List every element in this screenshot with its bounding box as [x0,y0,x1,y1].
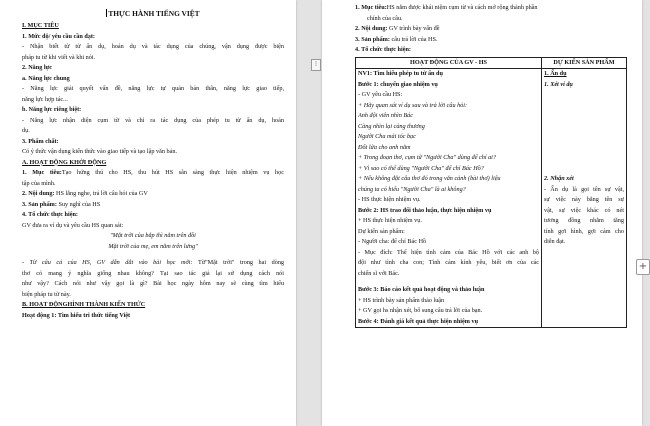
text-line: Bước 4: Đánh giá kết quả thực hiện nhiệm vụ [358,317,479,325]
text-line: Dự kiến sản phẩm: [358,227,405,235]
text-line: + Nếu không đặt câu thơ đó trong văn cảnh (bài thơ) liệu [358,175,501,182]
text-line: 3. Sản phẩm: câu trả lời của HS. [355,35,438,43]
text-line: Càng nhìn lại càng thương [358,122,425,130]
text-line: Đốt lửa cho anh nằm [358,143,411,151]
text-line: + Hãy quan sát ví dụ sau và trả lời câu hỏi: [358,101,468,109]
text-line: + HS thực hiện nhiệm vụ. [358,217,422,224]
text-line: - HS thực hiện nhiệm vụ. [358,196,421,203]
left-page-content [22,0,284,321]
text-line: - Năng lực giải quyết vấn đề, năng lực tự quản bản thân, năng lực giao tiếp, [22,85,284,92]
text-line: pháp tu từ khi viết và khi nói. [22,53,96,61]
text-line: 2. Nhận xét [544,175,574,182]
text-line: 2. Năng lực [22,64,53,71]
text-line: 3. Sản phẩm: Suy nghĩ của HS [22,200,101,208]
text-line [544,90,624,101]
text-line: sự việc này bằng tên sự [544,196,624,203]
activity-cell[interactable] [356,69,542,328]
text-line: 1. Mục tiêu:HS nắm được khái niệm cụm từ và cách mở rộng thành phần [355,4,538,11]
text-line: 2. Nội dung: HS lắng nghe, trả lời câu hỏi của GV [22,190,148,197]
text-line [544,101,624,112]
text-line: chiến sĩ với Bác. [358,269,400,277]
text-line: - Năng lực nhận diện cụm từ và chỉ ra tác dụng của phép tu từ ẩn dụ, hoán [22,116,284,124]
text-line [544,164,624,175]
text-line: Có ý thức vận dụng kiến thức vào giao tiếp và tạo lập văn bản. [22,148,177,155]
text-line [544,153,624,164]
text-line: năng lực hợp tác... [22,95,68,103]
text-line: 2. Nội dung: GV trình bày vấn đề [355,25,440,32]
text-line: biện pháp tu từ này. [22,290,71,298]
text-line: a. Năng lực chung [22,74,70,82]
activity-table [355,57,627,329]
text-line: diễn đạt. [544,238,566,245]
text-line: chính của câu. [367,14,403,22]
text-line: A. HOẠT ĐỘNG KHỞI ĐỘNG [22,158,107,166]
text-line: tính gợi hình, gợi cảm cho [544,227,624,235]
text-line: "Mặt trời của bắp thì nằm trên đồi [110,232,196,239]
text-line: Người Cha mái tóc bạc [358,133,416,140]
text-line: Bước 2: HS trao đổi thảo luận, thực hiện nhiệm vụ [358,206,492,214]
table-row [356,69,627,328]
product-cell[interactable] [542,69,627,328]
text-line: Bước 3: Báo cáo kết quả hoạt động và thảo luận [358,286,485,293]
text-line: - Từ câu cả của HS, GV dẫn dắt vào bài học mới: Từ"Mặt trời" trong hai dòng [22,259,284,266]
table-move-handle[interactable]: ⁞ [311,59,321,71]
text-line: b. Năng lực riêng biệt: [22,106,82,113]
text-line [544,143,624,154]
text-line [544,122,624,133]
text-line: - Ẩn dụ là gọi tên sự vật, [544,185,624,193]
text-line: + Vì sao có thể dùng "Người Cha" để chỉ Bác Hồ? [358,164,484,172]
text-line: B. HOẠT ĐỘNGHÌNH THÀNH KIẾN THỨC [22,301,146,308]
text-line: NV1: Tìm hiểu phép tu từ ẩn dụ [358,70,443,77]
text-line: - GV yêu cầu HS: [358,91,403,98]
text-line: dụ. [22,127,30,134]
header-teacher-student-activity: HOẠT ĐỘNG CỦA GV - HS [356,57,542,69]
text-line: GV đưa ra ví dụ và yêu cầu HS quan sát: [22,221,124,229]
text-line: 1. Xét ví dụ [544,80,573,88]
text-line: đội như tình cha con; Tình cảm kính yêu, biết ơn của các [358,259,539,266]
right-page-intro [355,3,627,56]
text-line: - Mục đích: Thể hiện tình cảm của Bác Hồ với các anh bộ [358,248,539,256]
text-line: 1. Ẩn dụ [544,70,567,77]
text-line: 4. Tổ chức thực hiện: [22,211,78,218]
add-row-button[interactable]: + [636,259,650,275]
text-line: tập của mình. [22,179,56,187]
text-line: + Trong đoạn thơ, cụm từ "Người Cha" dùng để chỉ ai? [358,154,496,161]
text-line: 1. Mục tiêu:Tạo hứng thú cho HS, thu hút HS sẵn sàng thực hiện nhiệm vụ học [22,169,284,176]
text-line: vật, sự việc khác có nét [544,206,624,214]
text-line [544,132,624,143]
header-expected-product: DỰ KIẾN SẢN PHẨM [542,57,627,69]
text-line: - Nhận biết từ tử ẩn dụ, hoán dụ và tác dụng của chúng, vận dụng được biện [22,43,284,50]
document-title: THỰC HÀNH TIẾNG VIỆT [108,9,200,18]
text-line: 1. Mức độ/ yêu cầu cần đạt: [22,32,95,40]
text-line: + HS trình bày sản phẩm thảo luận [358,296,445,304]
text-line: chúng ta có hiểu "Người Cha" là ai không? [358,185,466,193]
document-page-right [322,0,642,426]
text-line: - Người cha: để chỉ Bác Hồ [358,238,427,245]
document-page-left [0,0,296,426]
text-line: Mặt trời của mẹ, em nằm trên lưng" [108,242,198,250]
text-line: thơ có mang ý nghĩa giống nhau không? Tại sao tác giả lại sử dụng cách nói [22,269,284,277]
text-line [544,111,624,122]
text-line: + GV gọi hs nhận xét, bổ sung câu trả lời của bạn. [358,307,483,314]
left-page-text [22,21,284,321]
text-line: Bước 1: chuyển giao nhiệm vụ [358,80,438,88]
text-line: Hoạt động 1: Tìm hiểu tri thức tiếng Việt [22,311,131,319]
text-line: như vậy? Cách nói như vậy gọi là gì? Bài học ngày hôm nay sẽ cùng tìm hiểu [22,280,284,287]
text-line: 3. Phẩm chất: [22,137,59,145]
text-line: Anh đội viên nhìn Bác [358,112,413,119]
text-line: tương đồng nhằm tăng [544,217,624,224]
table-header-row [356,57,627,69]
right-page-content [355,0,627,328]
text-line: 4. Tổ chức thực hiện: [355,46,411,53]
text-line: I. MỤC TIÊU [22,22,59,29]
